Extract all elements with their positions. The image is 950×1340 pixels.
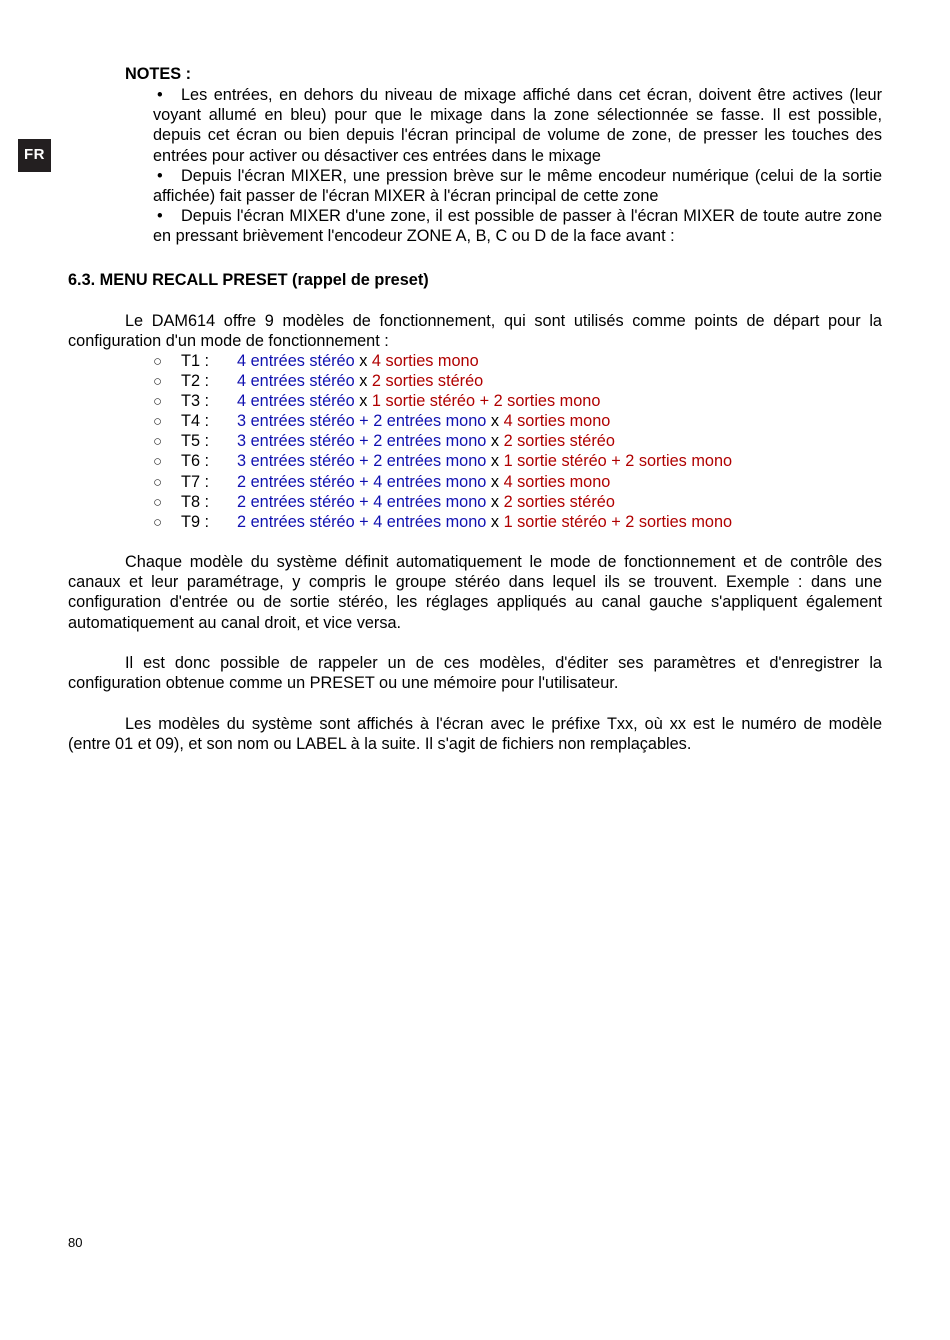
note-text: Depuis l'écran MIXER d'une zone, il est possible de passer à l'écran MIXER de toute autre zone en pressant brièvement l'encodeur ZONE A, B, C ou D de la face avant : <box>153 207 882 246</box>
template-row <box>153 512 853 532</box>
note-item <box>153 206 882 246</box>
template-separator: x <box>359 372 368 391</box>
template-outputs: 1 sortie stéréo + 2 sorties mono <box>503 512 733 531</box>
template-code: T9 : <box>181 512 210 531</box>
template-code: T5 : <box>181 432 210 451</box>
template-separator: x <box>359 392 368 411</box>
template-outputs: 2 sorties stéréo <box>503 432 615 451</box>
template-separator: x <box>490 432 500 451</box>
template-inputs: 3 entrées stéréo + 2 entrées mono <box>237 432 487 451</box>
template-inputs: 4 entrées stéréo <box>237 392 355 411</box>
circle-bullet-icon: ○ <box>153 453 163 471</box>
language-badge: FR <box>18 139 51 172</box>
bullet-icon: • <box>157 207 163 226</box>
template-row <box>153 391 853 411</box>
template-inputs: 2 entrées stéréo + 4 entrées mono <box>237 472 487 491</box>
template-row <box>153 351 853 371</box>
template-code: T8 : <box>181 492 210 511</box>
template-code: T7 : <box>181 472 210 491</box>
section-title: 6.3. MENU RECALL PRESET (rappel de preset) <box>68 271 429 289</box>
template-inputs: 4 entrées stéréo <box>237 372 355 391</box>
template-separator: x <box>490 492 500 511</box>
template-row <box>153 411 853 431</box>
template-row <box>153 371 853 391</box>
template-outputs: 1 sortie stéréo + 2 sorties mono <box>503 452 733 471</box>
circle-bullet-icon: ○ <box>153 393 163 411</box>
note-item <box>153 166 882 206</box>
circle-bullet-icon: ○ <box>153 373 163 391</box>
intro-paragraph: Le DAM614 offre 9 modèles de fonctionnement, qui sont utilisés comme points de départ pour la configuration d'un mode de fonctionnement : <box>68 312 882 351</box>
template-separator: x <box>359 352 368 370</box>
template-code: T1 : <box>181 352 210 370</box>
circle-bullet-icon: ○ <box>153 413 163 431</box>
circle-bullet-icon: ○ <box>153 493 163 511</box>
notes-title: NOTES : <box>125 65 192 83</box>
template-outputs: 2 sorties stéréo <box>503 492 615 511</box>
template-row <box>153 451 853 471</box>
body-paragraph: Chaque modèle du système définit automatiquement le mode de fonctionnement et de contrôle des canaux et leur paramétrage, y compris le groupe stéréo dans lequel ils se trouvent. Exemple : dans une configuration d'entrée ou de sortie stéréo, les réglages appliqués au canal gauche s'appliquent également automatiquement au canal droit, et vice versa. <box>68 553 882 632</box>
template-separator: x <box>490 472 500 491</box>
template-code: T6 : <box>181 452 210 471</box>
template-outputs: 4 sorties mono <box>503 412 611 431</box>
circle-bullet-icon: ○ <box>153 353 163 370</box>
circle-bullet-icon: ○ <box>153 513 163 531</box>
template-inputs: 2 entrées stéréo + 4 entrées mono <box>237 512 487 531</box>
body-paragraph: Les modèles du système sont affichés à l'écran avec le préfixe Txx, où xx est le numéro de modèle (entre 01 et 09), et son nom ou LABEL à la suite. Il s'agit de fichiers non remplaçables. <box>68 715 882 754</box>
template-code: T3 : <box>181 392 210 411</box>
bullet-icon: • <box>157 166 163 185</box>
template-inputs: 3 entrées stéréo + 2 entrées mono <box>237 412 487 431</box>
template-separator: x <box>490 452 500 471</box>
circle-bullet-icon: ○ <box>153 433 163 451</box>
template-row <box>153 431 853 451</box>
note-item <box>153 85 882 166</box>
template-separator: x <box>490 512 500 531</box>
template-outputs: 4 sorties mono <box>371 352 479 370</box>
template-separator: x <box>490 412 500 431</box>
template-row <box>153 472 853 492</box>
note-text: Les entrées, en dehors du niveau de mixage affiché dans cet écran, doivent être actives (leur voyant allumé en bleu) pour que le mixage dans la zone sélectionnée se fasse. Il est possible, depuis cet écran ou bien depuis l'écran principal de volume de zone, de presser les touches des entrées pour activer ou désactiver ces entrées dans le mixage <box>153 86 882 165</box>
template-code: T4 : <box>181 412 210 431</box>
template-inputs: 2 entrées stéréo + 4 entrées mono <box>237 492 487 511</box>
template-code: T2 : <box>181 372 210 391</box>
template-inputs: 4 entrées stéréo <box>237 352 355 370</box>
notes-list <box>153 85 882 247</box>
note-text: Depuis l'écran MIXER, une pression brève sur le même encodeur numérique (celui de la sortie affichée) fait passer de l'écran MIXER à l'écran principal de cette zone <box>153 166 882 206</box>
body-paragraph: Il est donc possible de rappeler un de ces modèles, d'éditer ses paramètres et d'enregistrer la configuration obtenue comme un PRESET ou une mémoire pour l'utilisateur. <box>68 654 882 693</box>
template-outputs: 4 sorties mono <box>503 472 611 491</box>
circle-bullet-icon: ○ <box>153 473 163 491</box>
template-outputs: 2 sorties stéréo <box>371 372 484 391</box>
template-row <box>153 492 853 512</box>
template-inputs: 3 entrées stéréo + 2 entrées mono <box>237 452 487 471</box>
template-outputs: 1 sortie stéréo + 2 sorties mono <box>371 392 601 411</box>
page-number: 80 <box>68 1235 83 1250</box>
template-list <box>153 351 853 532</box>
bullet-icon: • <box>157 86 163 104</box>
